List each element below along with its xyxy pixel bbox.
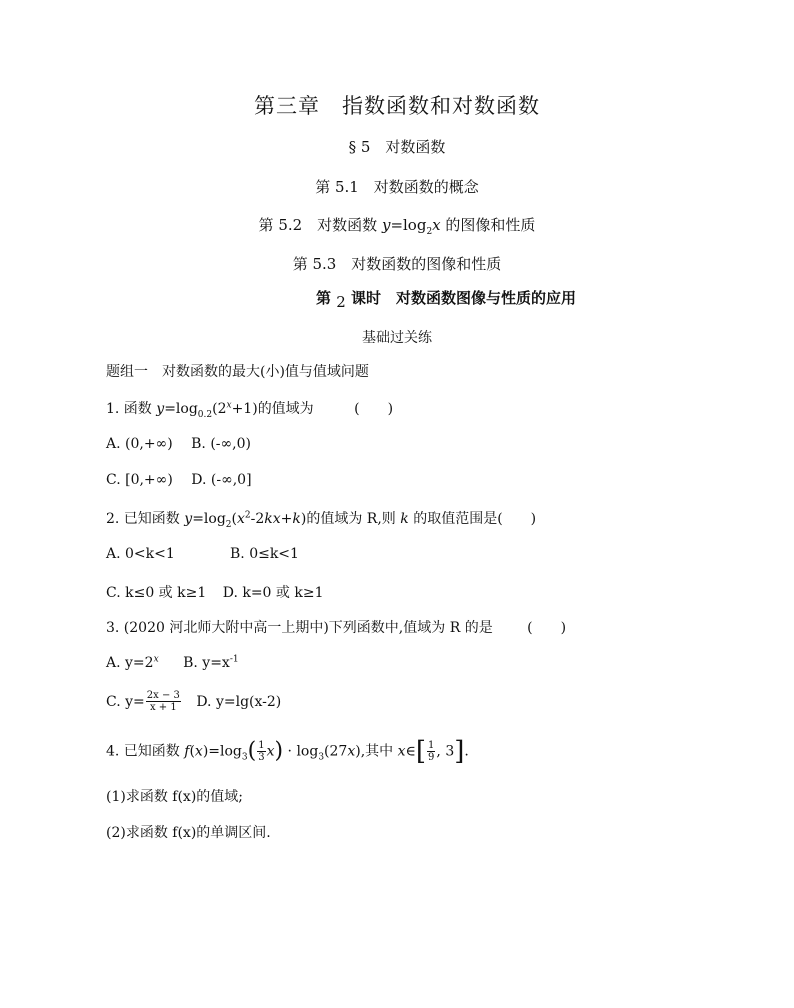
option-q2-c: C. k≤0 或 k≥1	[106, 585, 207, 601]
section-title: § 5 对数函数	[348, 138, 446, 156]
answer-paren-q1: ( )	[354, 401, 394, 417]
option-q2-b: B. 0≤k<1	[230, 546, 299, 562]
formula-q4: f	[184, 743, 190, 760]
q2-options-cd	[106, 582, 324, 602]
option-q1-b: B. (-∞,0)	[191, 436, 252, 452]
option-q1-a: A. (0,+∞)	[106, 436, 173, 452]
option-q3-c: C. y= $\frac{2x - 3}{x + 1}$	[106, 690, 180, 713]
question-4-part-1: (1)求函数 f(x)的值域;	[106, 789, 243, 805]
q1-options-cd	[106, 472, 252, 488]
question-3: 3. (2020 河北师大附中高一上期中)下列函数中,值域为 R 的是 ( )	[106, 620, 567, 636]
question-1: 1. 函数 $y=\log_{0.2}(2^x+1)$的值域为 ( )	[106, 400, 394, 420]
chapter-title: 第三章 指数函数和对数函数	[254, 94, 540, 118]
option-q1-c: C. [0,+∞)	[106, 472, 173, 488]
q2-options-ab	[106, 546, 299, 562]
option-q3-a: A. $y=2^x$	[106, 654, 159, 671]
q3-options-cd	[106, 690, 281, 713]
option-q1-d: D. (-∞,0]	[191, 472, 252, 488]
question-4-part-2: (2)求函数 f(x)的单调区间.	[106, 825, 271, 841]
subsection-5-3: 第 5.3 对数函数的图像和性质	[292, 255, 502, 273]
q1-options-ab	[106, 436, 251, 452]
formula-q1: y	[156, 401, 165, 417]
q3-options-ab	[106, 655, 239, 671]
option-q2-d: D. k=0 或 k≥1	[222, 585, 324, 601]
lesson-title: 第 $_2$ 课时 对数函数图像与性质的应用	[316, 289, 577, 311]
subsection-5-2-prefix: 第 5.2 对数函数	[258, 216, 382, 234]
group-title: 题组一 对数函数的最大(小)值与值域问题	[106, 364, 369, 380]
formula-q2: y	[184, 511, 193, 527]
option-q3-b: B. $y=x^{-1}$	[183, 654, 239, 671]
fraction-q3-c: $\frac{2x - 3}{x + 1}$	[146, 690, 180, 713]
option-q3-d: D. y=lg(x-2)	[196, 693, 282, 710]
answer-paren-q3: ( )	[527, 620, 567, 636]
option-q2-a: A. 0<k<1	[106, 546, 175, 562]
subsection-5-2-suffix: 的图像和性质	[445, 216, 536, 234]
practice-heading: 基础过关练	[362, 330, 432, 346]
subsection-5-1: 第 5.1 对数函数的概念	[315, 178, 479, 196]
subsection-5-2: 第 5.2 对数函数 $y=\log_2x$ 的图像和性质	[258, 216, 536, 237]
formula-y-log2x: y	[381, 216, 391, 234]
question-4: 4. 已知函数 $f(x)=\log_3$( $\frac{1}{3}$ $x) \cdot \log_3(27x)$,其中 x∈[ $\frac{1}{9}$ , 3].	[106, 736, 469, 767]
domain-fraction: $\frac{1}{9}$	[428, 740, 435, 763]
question-2: 2. 已知函数 $y=\log_2(x^2-2kx+k)$的值域为 R,则 k 的取值范围是( )	[106, 510, 537, 530]
